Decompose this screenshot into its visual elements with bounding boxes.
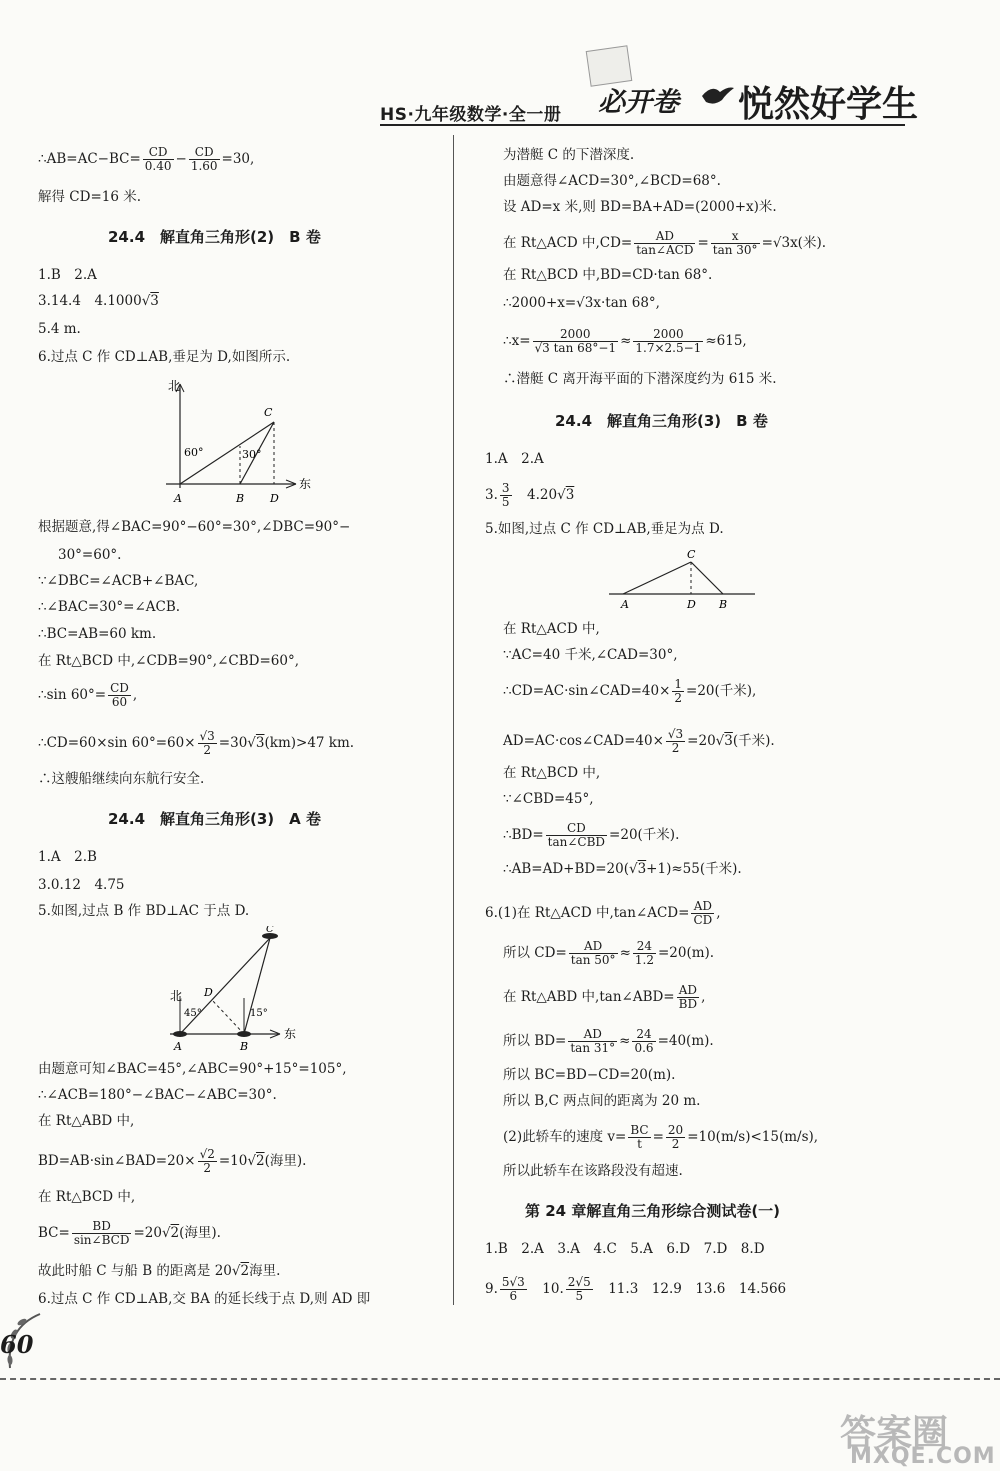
label-B: B	[240, 1040, 249, 1053]
label-east: 东	[299, 477, 312, 491]
label-B: B	[719, 598, 728, 611]
answer-line: 所以 CD= $\frac{AD}{\tan 50^\circ}$ ≈ $\frac{24}{1.2}$ =20(m).	[503, 939, 715, 967]
answer-line: BC= $\frac{BD}{\text{sin∠BCD}}$ =20√2(海里).	[38, 1219, 221, 1247]
watermark-logo: 答案圈	[840, 1413, 949, 1454]
answer-line: AD=AC·cos∠CAD=40× $\frac{√3}{2}$ =20√3(千米).	[503, 727, 775, 755]
label-north: 北	[168, 379, 181, 393]
answer-line: 3. $\frac{3}{5}$ 4.20√3	[485, 481, 575, 509]
label-angle-45: 45°	[184, 1008, 202, 1019]
header-brand-2: 悦然好学生	[738, 84, 919, 125]
answer-line: 30°=60°.	[58, 547, 122, 563]
label-angle-15: 15°	[250, 1008, 268, 1019]
answer-line: 由题意可知∠BAC=45°,∠ABC=90°+15°=105°,	[38, 1061, 347, 1077]
page-number: 60	[0, 1330, 34, 1359]
label-C: C	[264, 406, 273, 419]
answer-line: 设 AD=x 米,则 BD=BA+AD=(2000+x)米.	[503, 199, 777, 215]
label-D: D	[270, 492, 279, 505]
answer-line: 5.如图,过点 C 作 CD⊥AB,垂足为点 D.	[485, 521, 724, 537]
answer-line: ∴BC=AB=60 km.	[38, 626, 157, 642]
header-brand-1: 必开卷	[598, 87, 679, 118]
label-A: A	[174, 1040, 182, 1053]
label-A: A	[621, 598, 629, 611]
label-D: D	[204, 986, 213, 999]
answer-line: ∵AC=40 千米,∠CAD=30°,	[503, 647, 678, 663]
answer-line: 在 Rt△ACD 中,	[503, 621, 600, 637]
answer-line: ∴sin 60°= $\frac{CD}{60}$ ,	[38, 681, 138, 709]
figure-ship-diagram	[156, 376, 366, 508]
answer-line: ∴这艘船继续向东航行安全.	[38, 771, 205, 787]
answer-line: 3.14.4 4.1000√3	[38, 293, 159, 309]
answer-line: 1.B 2.A	[38, 267, 97, 283]
answer-line: 在 Rt△ACD 中,CD= $\frac{AD}{\text{tan∠ACD}}$ = $\frac{x}{\tan 30^\circ}$ =√3x(米).	[503, 229, 827, 257]
answer-line: 1.B 2.A 3.A 4.C 5.A 6.D 7.D 8.D	[485, 1241, 765, 1257]
bird-logo-icon	[700, 82, 736, 108]
section-heading: 第 24 章解直角三角形综合测试卷(一)	[525, 1202, 781, 1220]
answer-line: 5.4 m.	[38, 321, 81, 337]
answer-line: 为潜艇 C 的下潜深度.	[503, 147, 635, 163]
answer-line: 所以 B,C 两点间的距离为 20 m.	[503, 1093, 701, 1109]
answer-line: ∴∠ACB=180°−∠BAC−∠ABC=30°.	[38, 1087, 277, 1103]
answer-line: 在 Rt△BCD 中,	[38, 1189, 136, 1205]
label-east: 东	[284, 1027, 297, 1041]
answer-line: 解得 CD=16 米.	[38, 189, 142, 205]
header-series: HS·九年级数学·全一册	[380, 105, 562, 125]
section-heading: 24.4 解直角三角形(3) A 卷	[108, 810, 321, 828]
answer-line: 5.如图,过点 B 作 BD⊥AC 于点 D.	[38, 903, 250, 919]
answer-line: (2)此轿车的速度 v= $\frac{BC}{t}$ = $\frac{20}{2}$ =10(m/s)<15(m/s),	[503, 1123, 819, 1151]
answer-line: 由题意得∠ACD=30°,∠BCD=68°.	[503, 173, 721, 189]
answer-line: 在 Rt△BCD 中,BD=CD·tan 68°.	[503, 267, 713, 283]
answer-line: 3.0.12 4.75	[38, 877, 125, 893]
section-heading: 24.4 解直角三角形(3) B 卷	[555, 412, 768, 430]
answer-line: 6.(1)在 Rt△ACD 中,tan∠ACD= $\frac{AD}{CD}$ ,	[485, 899, 721, 927]
answer-line: 6.过点 C 作 CD⊥AB,交 BA 的延长线于点 D,则 AD 即	[38, 1291, 371, 1307]
header-rule	[380, 124, 905, 126]
answer-line: ∵∠CBD=45°,	[503, 791, 594, 807]
label-A: A	[174, 492, 182, 505]
label-B: B	[236, 492, 245, 505]
label-C: C	[687, 548, 696, 561]
answer-line: BD=AB·sin∠BAD=20× $\frac{√2}{2}$ =10√2(海里).	[38, 1147, 307, 1175]
answer-line: ∴BD= $\frac{CD}{\text{tan∠CBD}}$ =20(千米).	[503, 821, 680, 849]
answer-line: 所以此轿车在该路段没有超速.	[503, 1163, 683, 1179]
answer-line: 在 Rt△BCD 中,∠CDB=90°,∠CBD=60°,	[38, 653, 300, 669]
answer-line: 9. $\frac{5√3}{6}$ 10. $\frac{2√5}{5}$ 11.3 12.9 13.6 14.566	[485, 1275, 787, 1303]
answer-line: ∵∠DBC=∠ACB+∠BAC,	[38, 573, 199, 589]
answer-line: ∴x= $\frac{2000}{√3 \tan 68^\circ-1}$ ≈ $\frac{2000}{1.7\times 2.5-1}$ ≈615,	[503, 327, 747, 355]
answer-line: 在 Rt△BCD 中,	[503, 765, 601, 781]
answer-line: 1.A 2.A	[485, 451, 544, 467]
answer-line: ∴AB=AD+BD=20(√3+1)≈55(千米).	[503, 861, 742, 877]
answer-line: 在 Rt△ABD 中,tan∠ABD= $\frac{AD}{BD}$ ,	[503, 983, 706, 1011]
label-D: D	[687, 598, 696, 611]
answer-line: ∴潜艇 C 离开海平面的下潜深度约为 615 米.	[503, 371, 777, 387]
column-divider	[453, 135, 454, 1305]
answer-line: 所以 BC=BD−CD=20(m).	[503, 1067, 676, 1083]
answer-line: ∴∠BAC=30°=∠ACB.	[38, 599, 181, 615]
answer-line: 在 Rt△ABD 中,	[38, 1113, 135, 1129]
label-angle-30: 30°	[242, 448, 262, 461]
footer-rule	[0, 1378, 1000, 1380]
figure-boats-diagram	[166, 926, 366, 1056]
figure-triangle-diagram	[605, 546, 785, 616]
answer-line: 根据题意,得∠BAC=90°−60°=30°,∠DBC=90°−	[38, 519, 351, 535]
answer-line: ∴2000+x=√3x·tan 68°,	[503, 295, 660, 311]
answer-line: ∴CD=AC·sin∠CAD=40× $\frac{1}{2}$ =20(千米),	[503, 677, 757, 705]
answer-line: 所以 BD= $\frac{AD}{\tan 31^\circ}$ ≈ $\frac{24}{0.6}$ =40(m).	[503, 1027, 714, 1055]
answer-line: 故此时船 C 与船 B 的距离是 20√2海里.	[38, 1263, 281, 1279]
section-heading: 24.4 解直角三角形(2) B 卷	[108, 228, 321, 246]
answer-line: ∴CD=60×sin 60°=60× $\frac{√3}{2}$ =30√3(km)>47 km.	[38, 729, 355, 757]
watermark-url: MXQE.COM	[850, 1444, 996, 1469]
label-angle-60: 60°	[184, 446, 204, 459]
label-C: C	[266, 926, 274, 935]
answer-line: 6.过点 C 作 CD⊥AB,垂足为 D,如图所示.	[38, 349, 291, 365]
answer-line: ∴AB=AC−BC= $\frac{CD}{0.40}$ − $\frac{CD}{1.60}$ =30,	[38, 145, 255, 173]
label-north: 北	[170, 989, 183, 1003]
answer-line: 1.A 2.B	[38, 849, 97, 865]
